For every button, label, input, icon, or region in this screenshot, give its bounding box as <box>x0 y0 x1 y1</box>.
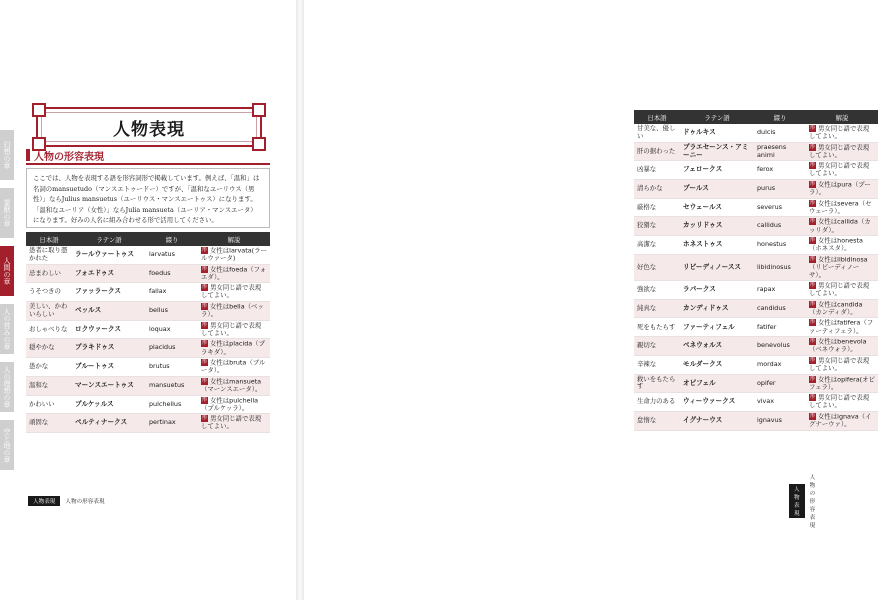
cell-latin: libidinosus <box>754 254 806 280</box>
table-row <box>634 124 878 142</box>
cell-ja: 愚者に取り憑かれた <box>26 246 72 264</box>
adjective-badge-icon: 形 <box>809 237 815 244</box>
cell-latin: foedus <box>146 264 198 283</box>
cell-kata: リビーディノースス <box>680 254 754 280</box>
cell-latin: fatifer <box>754 318 806 337</box>
note-text: 女性はmansueta（マーンスエータ）。 <box>201 377 262 393</box>
cell-ja: 辛辣な <box>634 355 680 374</box>
table-row <box>634 299 878 318</box>
cell-kata: カッリドゥス <box>680 217 754 236</box>
cell-kata: プールス <box>680 180 754 199</box>
note-text: 女性はcallida（カッリダ）。 <box>809 217 871 234</box>
cell-ja: 怠惰な <box>634 411 680 430</box>
cell-note <box>806 198 878 217</box>
section-mark <box>26 149 30 161</box>
cell-kata: ベッルス <box>72 302 146 321</box>
note-text: 男女同じ語で表現してよい。 <box>809 143 870 159</box>
frame-corner <box>32 103 46 117</box>
cell-note <box>806 281 878 300</box>
cell-ja: 死をもたらす <box>634 318 680 337</box>
chapter-tab[interactable]: 空と地の章 <box>0 420 14 470</box>
table-row <box>26 320 270 339</box>
chapter-tab[interactable]: 人の営みの章 <box>0 304 14 354</box>
adjective-badge-icon: 形 <box>201 265 207 272</box>
cell-note <box>198 376 270 395</box>
cell-kata: イグナーウス <box>680 411 754 430</box>
adjective-badge-icon: 形 <box>201 359 207 366</box>
note-text: 女性はopifera(オピフェラ）。 <box>809 375 875 391</box>
footer-right <box>789 475 816 529</box>
cell-latin: candidus <box>754 299 806 318</box>
cell-note <box>806 337 878 356</box>
note-text: 女性はfoeda（フォエダ）。 <box>201 265 267 281</box>
note-text: 女性はfatifera（ファーティフェラ）。 <box>809 318 874 335</box>
cell-latin: larvatus <box>146 246 198 264</box>
cell-ja: 高潔な <box>634 236 680 255</box>
column-header: 綴り <box>754 110 806 124</box>
table-row <box>634 355 878 374</box>
cell-note <box>806 411 878 430</box>
table-row <box>26 283 270 302</box>
table-row <box>634 337 878 356</box>
cell-kata: マーンスエートゥス <box>72 376 146 395</box>
table-row <box>634 142 878 161</box>
chapter-tab[interactable]: 幻想の章 <box>0 130 14 180</box>
table-row <box>26 358 270 377</box>
footer-text: 人物の形容表現 <box>65 499 105 505</box>
cell-note <box>198 283 270 302</box>
adjective-badge-icon: 形 <box>809 282 815 289</box>
cell-ja: 狡猾な <box>634 217 680 236</box>
cell-note <box>198 395 270 414</box>
table-row <box>26 246 270 264</box>
note-text: 女性はcandida（カンディダ）。 <box>809 300 863 316</box>
adjective-badge-icon: 形 <box>809 338 815 345</box>
adjective-badge-icon: 形 <box>201 284 207 291</box>
note-text: 女性はbenevola（ベネウォラ）。 <box>809 337 867 354</box>
cell-ja: 救いをもたらす <box>634 374 680 393</box>
adjective-badge-icon: 形 <box>809 125 815 131</box>
note-text: 女性はpura（プーラ）。 <box>809 180 871 197</box>
book-gutter <box>296 0 304 600</box>
note-text: 女性はlarvata(ラールウァータ) <box>201 246 267 263</box>
cell-note <box>806 318 878 337</box>
page-title: 人物表現 <box>113 119 185 140</box>
adjective-badge-icon: 形 <box>201 415 207 422</box>
cell-ja: かわいい <box>26 395 72 414</box>
note-text: 男女同じ語で表現してよい。 <box>201 283 262 300</box>
footer-tag: 人物表現 <box>789 484 805 518</box>
table-row <box>26 395 270 414</box>
adjective-badge-icon: 形 <box>809 375 815 382</box>
table-row <box>26 414 270 433</box>
cell-latin: pulchellus <box>146 395 198 414</box>
cell-kata: ロクウァークス <box>72 320 146 339</box>
cell-note <box>198 414 270 433</box>
section-title: 人物の形容表現 <box>34 151 104 163</box>
column-header: ラテン語 <box>680 110 754 124</box>
column-header: 解説 <box>806 110 878 124</box>
cell-ja: 忌まわしい <box>26 264 72 283</box>
adjective-badge-icon: 形 <box>809 218 815 225</box>
note-text: 女性はbruta（ブルータ）。 <box>201 358 266 375</box>
note-text: 女性はbella（ベッラ）。 <box>201 302 264 319</box>
adjective-badge-icon: 形 <box>809 412 815 419</box>
adjective-badge-icon: 形 <box>809 162 815 169</box>
table-row <box>634 393 878 412</box>
cell-latin: honestus <box>754 236 806 255</box>
note-text: 男女同じ語で表現してよい。 <box>201 321 262 337</box>
cell-latin: benevolus <box>754 337 806 356</box>
cell-note <box>198 302 270 321</box>
cell-latin: ignavus <box>754 411 806 430</box>
cell-latin: vivax <box>754 393 806 412</box>
note-text: 女性はhonesta（ホネスタ）。 <box>809 236 863 253</box>
table-row <box>634 318 878 337</box>
cell-note <box>806 236 878 255</box>
cell-note <box>198 320 270 339</box>
cell-ja: 親切な <box>634 337 680 356</box>
intro-text: ここでは、人物を表現する語を形容詞形で掲載しています。例えば、「温和」は名詞のmansuetudo（マンスエトゥードー）ですが、「温和なユーリウス（男性）」ならJulius mansuetus（ユーリウス・マンスエートゥス）になります。「温和なユーリア（女性）」ならJulia mansueta（ユーリア・マンスエータ）になります。好みの人名に組み合わせる形で活用してください。 <box>26 168 270 228</box>
cell-kata: ドゥルキス <box>680 124 754 142</box>
vocab-table-right <box>634 110 878 431</box>
cell-note <box>198 339 270 358</box>
table-row <box>634 281 878 300</box>
cell-latin: mansuetus <box>146 376 198 395</box>
table-header-row <box>26 232 270 246</box>
cell-kata: モルダークス <box>680 355 754 374</box>
cell-latin: mordax <box>754 355 806 374</box>
cell-kata: ホネストゥス <box>680 236 754 255</box>
cell-note <box>806 217 878 236</box>
cell-kata: ファーティフェル <box>680 318 754 337</box>
cell-ja: 愚かな <box>26 358 72 377</box>
table-row <box>634 161 878 180</box>
table-row <box>26 339 270 358</box>
chapter-tab[interactable]: 霊獣の章 <box>0 188 14 238</box>
adjective-badge-icon: 形 <box>809 143 815 150</box>
cell-kata: ファッラークス <box>72 283 146 302</box>
cell-latin: rapax <box>754 281 806 300</box>
cell-kata: フェロークス <box>680 161 754 180</box>
cell-ja: 凶暴な <box>634 161 680 180</box>
note-text: 女性はignava（イグナーウァ）。 <box>809 412 872 428</box>
adjective-badge-icon: 形 <box>809 394 815 401</box>
cell-note <box>806 299 878 318</box>
cell-note <box>806 142 878 161</box>
cell-kata: ペルティナークス <box>72 414 146 433</box>
adjective-badge-icon: 形 <box>201 377 207 384</box>
table-row <box>26 302 270 321</box>
cell-ja: 肝の据わった <box>634 142 680 161</box>
cell-latin: placidus <box>146 339 198 358</box>
chapter-tab[interactable]: 人の理想の章 <box>0 362 14 412</box>
frame-corner <box>252 103 266 117</box>
cell-kata: プラキドゥス <box>72 339 146 358</box>
cell-ja: 穏やかな <box>26 339 72 358</box>
adjective-badge-icon: 形 <box>809 319 815 326</box>
adjective-badge-icon: 形 <box>809 199 815 206</box>
vocab-table-left <box>26 232 270 433</box>
table-row <box>634 217 878 236</box>
cell-kata: ベネウォルス <box>680 337 754 356</box>
adjective-badge-icon: 形 <box>201 247 207 253</box>
title-frame <box>36 107 262 147</box>
table-row <box>26 376 270 395</box>
cell-kata: プラエセーンス・アミーニー <box>680 142 754 161</box>
note-text: 女性はlibidinosa（リビーディノーサ）。 <box>809 255 868 279</box>
column-header: 日本語 <box>26 232 72 246</box>
cell-ja: 美しい、かわいらしい <box>26 302 72 321</box>
chapter-tabs <box>0 130 14 478</box>
footer-text: 人物の形容表現 <box>809 475 816 529</box>
cell-note <box>806 355 878 374</box>
adjective-badge-icon: 形 <box>201 321 207 328</box>
cell-note <box>198 358 270 377</box>
table-row <box>634 374 878 393</box>
cell-note <box>198 264 270 283</box>
cell-ja: 甘美な、優しい <box>634 124 680 142</box>
cell-ja: 強欲な <box>634 281 680 300</box>
adjective-badge-icon: 形 <box>809 255 815 262</box>
cell-kata: プルケッルス <box>72 395 146 414</box>
column-header: 日本語 <box>634 110 680 124</box>
column-header: 解説 <box>198 232 270 246</box>
footer-tag: 人物表現 <box>28 496 60 506</box>
cell-kata: オピフェル <box>680 374 754 393</box>
cell-kata: ラールウァートゥス <box>72 246 146 264</box>
table-row <box>634 411 878 430</box>
note-text: 女性はplacida（プラキダ）。 <box>201 339 265 356</box>
cell-latin: callidus <box>754 217 806 236</box>
right-page <box>304 0 875 600</box>
cell-ja: 純真な <box>634 299 680 318</box>
cell-latin: ferox <box>754 161 806 180</box>
left-page <box>0 0 296 600</box>
note-text: 男女同じ語で表現してよい。 <box>809 356 870 372</box>
cell-ja: 生命力のある <box>634 393 680 412</box>
cell-kata: フォエドゥス <box>72 264 146 283</box>
column-header: ラテン語 <box>72 232 146 246</box>
cell-latin: opifer <box>754 374 806 393</box>
cell-latin: loquax <box>146 320 198 339</box>
section-heading <box>26 147 270 165</box>
cell-note <box>806 374 878 393</box>
note-text: 女性はpulchella（プルケッラ）。 <box>201 396 259 412</box>
adjective-badge-icon: 形 <box>809 181 815 188</box>
note-text: 男女同じ語で表現してよい。 <box>201 414 262 431</box>
adjective-badge-icon: 形 <box>201 340 207 347</box>
cell-ja: 頑固な <box>26 414 72 433</box>
table-row <box>634 180 878 199</box>
cell-latin: severus <box>754 198 806 217</box>
adjective-badge-icon: 形 <box>809 356 815 363</box>
note-text: 女性はsevera（セウェーラ）。 <box>809 199 872 215</box>
adjective-badge-icon: 形 <box>201 396 207 403</box>
cell-ja: おしゃべりな <box>26 320 72 339</box>
note-text: 男女同じ語で表現してよい。 <box>809 161 870 178</box>
cell-note <box>806 393 878 412</box>
column-header: 綴り <box>146 232 198 246</box>
adjective-badge-icon: 形 <box>201 303 207 310</box>
cell-kata: ラパークス <box>680 281 754 300</box>
cell-note <box>806 254 878 280</box>
table-row <box>634 198 878 217</box>
cell-latin: praesens animi <box>754 142 806 161</box>
cell-kata: カンディドゥス <box>680 299 754 318</box>
chapter-tab[interactable]: 人間の章 <box>0 246 14 296</box>
cell-note <box>198 246 270 264</box>
cell-latin: dulcis <box>754 124 806 142</box>
cell-latin: brutus <box>146 358 198 377</box>
table-row <box>26 264 270 283</box>
table-row <box>634 236 878 255</box>
cell-ja: 温和な <box>26 376 72 395</box>
cell-note <box>806 161 878 180</box>
table-header-row <box>634 110 878 124</box>
cell-ja: 好色な <box>634 254 680 280</box>
cell-latin: purus <box>754 180 806 199</box>
cell-kata: ブルートゥス <box>72 358 146 377</box>
cell-kata: ウィーウァークス <box>680 393 754 412</box>
cell-kata: セウェールス <box>680 198 754 217</box>
cell-ja: 清らかな <box>634 180 680 199</box>
cell-latin: bellus <box>146 302 198 321</box>
table-row <box>634 254 878 280</box>
footer-left <box>28 496 105 506</box>
cell-note <box>806 124 878 142</box>
cell-latin: fallax <box>146 283 198 302</box>
cell-latin: pertinax <box>146 414 198 433</box>
note-text: 男女同じ語で表現してよい。 <box>809 124 870 141</box>
cell-ja: うそつきの <box>26 283 72 302</box>
note-text: 男女同じ語で表現してよい。 <box>809 393 870 410</box>
cell-note <box>806 180 878 199</box>
adjective-badge-icon: 形 <box>809 300 815 307</box>
note-text: 男女同じ語で表現してよい。 <box>809 281 870 298</box>
cell-ja: 厳格な <box>634 198 680 217</box>
